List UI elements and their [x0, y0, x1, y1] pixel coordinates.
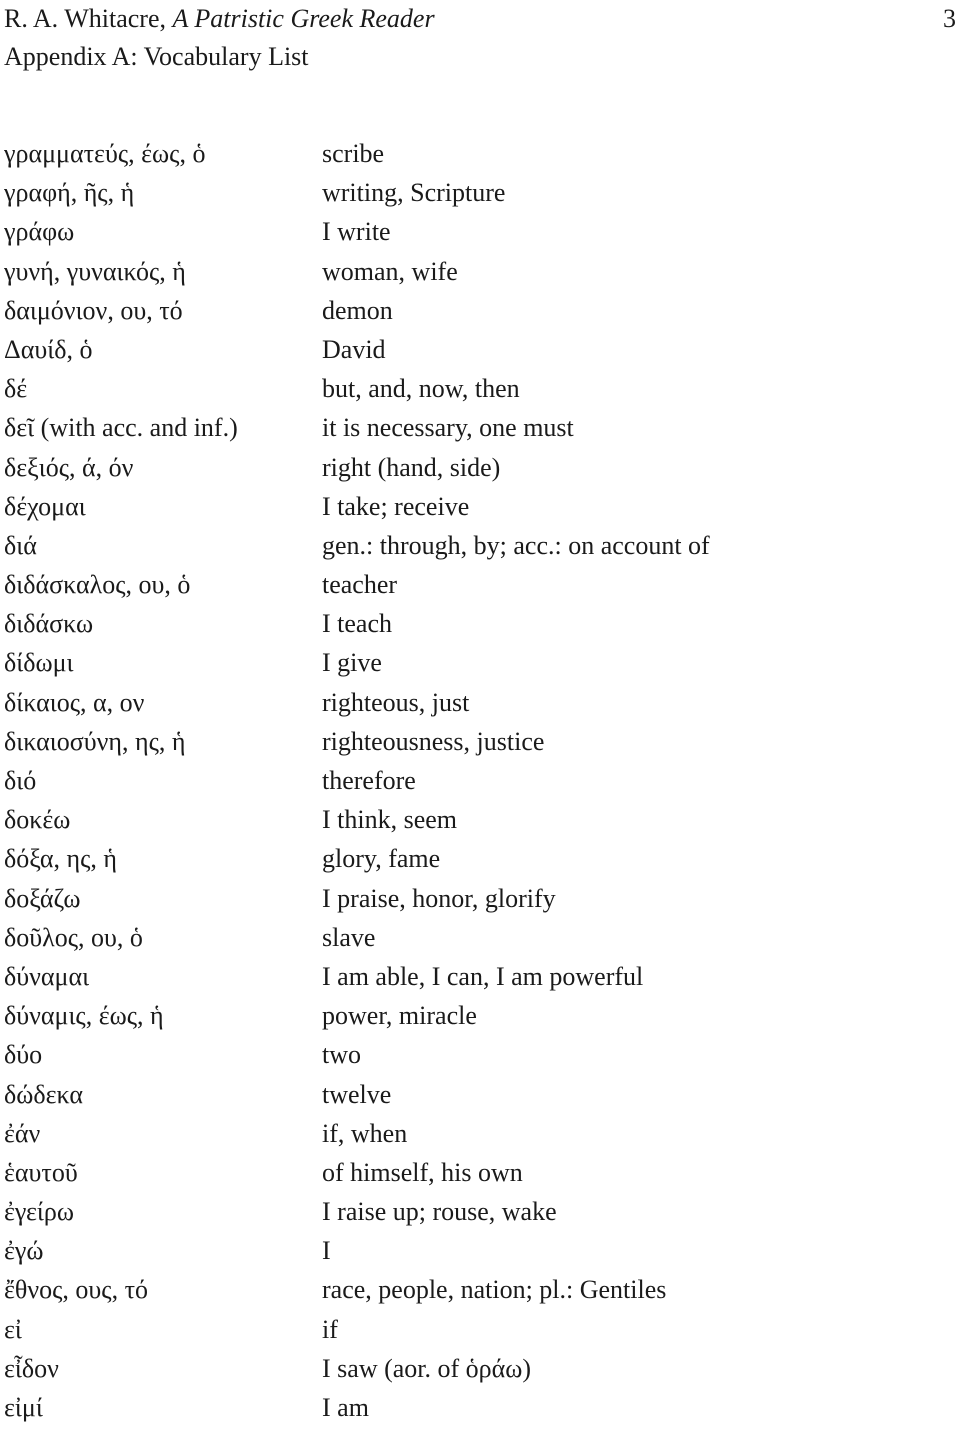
greek-headword: δύναμαι [4, 961, 90, 991]
greek-headword: δικαιοσύνη, ης, ἡ [4, 726, 186, 756]
vocab-entry [4, 722, 956, 761]
english-gloss: right (hand, side) [322, 452, 501, 482]
vocab-entry [4, 212, 956, 251]
vocab-entry [4, 565, 956, 604]
english-gloss: righteousness, justice [322, 726, 545, 756]
greek-headword: εἰμί [4, 1393, 43, 1422]
page-number: 3 [943, 4, 956, 33]
english-gloss: scribe [322, 139, 385, 168]
english-gloss: I give [322, 648, 382, 678]
english-gloss: I [322, 1236, 331, 1266]
english-gloss: of himself, his own [322, 1157, 523, 1187]
english-gloss: power, miracle [322, 1001, 477, 1031]
greek-headword: δοῦλος, ου, ὁ [4, 922, 143, 952]
vocab-entry [4, 1192, 956, 1231]
greek-headword: Δαυίδ, ὁ [4, 334, 93, 364]
vocab-entry [4, 252, 956, 291]
greek-headword: δίδωμι [4, 648, 74, 678]
greek-headword: δύο [4, 1040, 43, 1070]
greek-headword: ἐγείρω [4, 1197, 74, 1227]
english-gloss: I take; receive [322, 491, 470, 521]
vocab-entry [4, 996, 956, 1035]
vocab-entry [4, 1231, 956, 1270]
english-gloss: I write [322, 217, 391, 247]
english-gloss: writing, Scripture [322, 178, 506, 208]
vocab-entry [4, 879, 956, 918]
greek-headword: ἐγώ [4, 1236, 44, 1266]
greek-headword: εἰ [4, 1314, 22, 1344]
english-gloss: woman, wife [322, 256, 458, 286]
vocab-entry [4, 1270, 956, 1309]
greek-headword: δοξάζω [4, 883, 81, 913]
english-gloss: demon [322, 295, 393, 325]
vocabulary-list [4, 134, 956, 1427]
english-gloss: I saw (aor. of ὁράω) [322, 1353, 532, 1383]
greek-headword: γραφή, ῆς, ἡ [4, 178, 135, 208]
vocab-entry [4, 1153, 956, 1192]
greek-headword: διό [4, 766, 37, 795]
vocab-entry [4, 408, 956, 447]
greek-headword: ἑαυτοῦ [4, 1157, 78, 1187]
greek-headword: γραμματεύς, έως, ὁ [4, 139, 206, 168]
greek-headword: δεῖ (with acc. and inf.) [4, 413, 238, 443]
greek-headword: δοκέω [4, 805, 71, 835]
english-gloss: gen.: through, by; acc.: on account of [322, 530, 710, 560]
vocab-entry [4, 487, 956, 526]
author-name: R. A. Whitacre, [4, 4, 173, 33]
greek-headword: δαιμόνιον, ου, τό [4, 295, 183, 325]
page-header [4, 0, 956, 76]
vocab-entry [4, 683, 956, 722]
english-gloss: David [322, 334, 386, 364]
vocab-entry [4, 643, 956, 682]
vocab-entry [4, 1114, 956, 1153]
greek-headword: δεξιός, ά, όν [4, 452, 134, 482]
english-gloss: I teach [322, 609, 393, 639]
greek-headword: γυνή, γυναικός, ἡ [4, 256, 186, 286]
greek-headword: δύναμις, έως, ἡ [4, 1001, 164, 1031]
vocab-entry [4, 448, 956, 487]
greek-headword: ἐάν [4, 1118, 41, 1148]
english-gloss: therefore [322, 766, 416, 795]
vocab-entry [4, 1349, 956, 1388]
vocab-entry [4, 1075, 956, 1114]
english-gloss: race, people, nation; pl.: Gentiles [322, 1275, 667, 1305]
greek-headword: δίκαιος, α, ον [4, 687, 145, 717]
vocab-entry [4, 604, 956, 643]
section-subtitle: Appendix A: Vocabulary List [4, 42, 309, 71]
english-gloss: if, when [322, 1118, 408, 1148]
english-gloss: I think, seem [322, 805, 458, 835]
english-gloss: if [322, 1314, 338, 1344]
running-head [4, 0, 956, 38]
vocab-entry [4, 173, 956, 212]
vocab-entry [4, 369, 956, 408]
english-gloss: glory, fame [322, 844, 441, 874]
vocab-entry [4, 1035, 956, 1074]
greek-headword: δόξα, ης, ἡ [4, 844, 117, 874]
vocab-entry [4, 839, 956, 878]
english-gloss: I am able, I can, I am powerful [322, 961, 644, 991]
greek-headword: δώδεκα [4, 1079, 84, 1109]
greek-headword: ἔθνος, ους, τό [4, 1275, 149, 1305]
greek-headword: εἶδον [4, 1353, 59, 1383]
vocab-entry [4, 761, 956, 800]
vocab-entry [4, 291, 956, 330]
greek-headword: διδάσκαλος, ου, ὁ [4, 570, 191, 600]
greek-headword: γράφω [4, 217, 75, 247]
greek-headword: διά [4, 530, 37, 560]
english-gloss: I am [322, 1393, 369, 1422]
vocab-entry [4, 800, 956, 839]
english-gloss: it is necessary, one must [322, 413, 574, 443]
book-title: A Patristic Greek Reader [172, 4, 435, 33]
vocab-entry [4, 1388, 956, 1427]
english-gloss: but, and, now, then [322, 374, 520, 404]
citation [4, 0, 435, 38]
vocab-entry [4, 1310, 956, 1349]
greek-headword: δέχομαι [4, 491, 86, 521]
vocab-entry [4, 918, 956, 957]
vocab-entry [4, 526, 956, 565]
english-gloss: slave [322, 922, 376, 952]
english-gloss: I raise up; rouse, wake [322, 1197, 557, 1227]
vocab-entry [4, 330, 956, 369]
english-gloss: I praise, honor, glorify [322, 883, 556, 913]
vocab-entry [4, 134, 956, 173]
greek-headword: διδάσκω [4, 609, 94, 639]
english-gloss: two [322, 1040, 361, 1070]
english-gloss: righteous, just [322, 687, 470, 717]
english-gloss: twelve [322, 1079, 392, 1109]
english-gloss: teacher [322, 570, 398, 600]
vocab-entry [4, 957, 956, 996]
greek-headword: δέ [4, 374, 28, 404]
